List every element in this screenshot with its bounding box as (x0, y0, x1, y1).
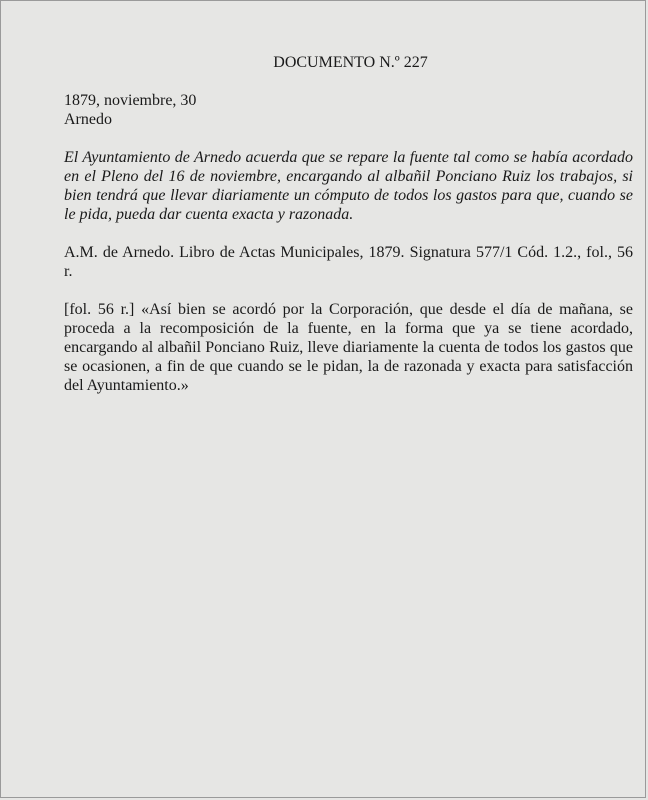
date-place-block (64, 91, 633, 129)
archival-source: A.M. de Arnedo. Libro de Actas Municipales, 1879. Signatura 577/1 Cód. 1.2., fol., 56 r. (64, 244, 633, 280)
document-body (64, 53, 633, 395)
document-summary: El Ayuntamiento de Arnedo acuerda que se repare la fuente tal como se había acordado en el Pleno del 16 de noviembre, encargando al albañil Ponciano Ruiz los trabajos, si bien tendrá que llevar diariamente un cómputo de todos los gastos para que, cuando se le pida, pueda dar cuenta exacta y razonada. (64, 149, 633, 223)
document-place: Arnedo (64, 111, 112, 128)
document-title: DOCUMENTO N.º 227 (273, 54, 428, 71)
document-transcription: [fol. 56 r.] «Así bien se acordó por la Corporación, que desde el día de mañana, se proceda a la recomposición de la fuente, en la forma que ya se tiene acordado, encargando al albañil Ponciano Ruiz, lleve diariamente la cuenta de todos los gastos que se ocasionen, a fin de que cuando se le pidan, la de razonada y exacta para satisfacción del Ayuntamiento.» (64, 301, 633, 394)
document-date: 1879, noviembre, 30 (64, 92, 197, 109)
